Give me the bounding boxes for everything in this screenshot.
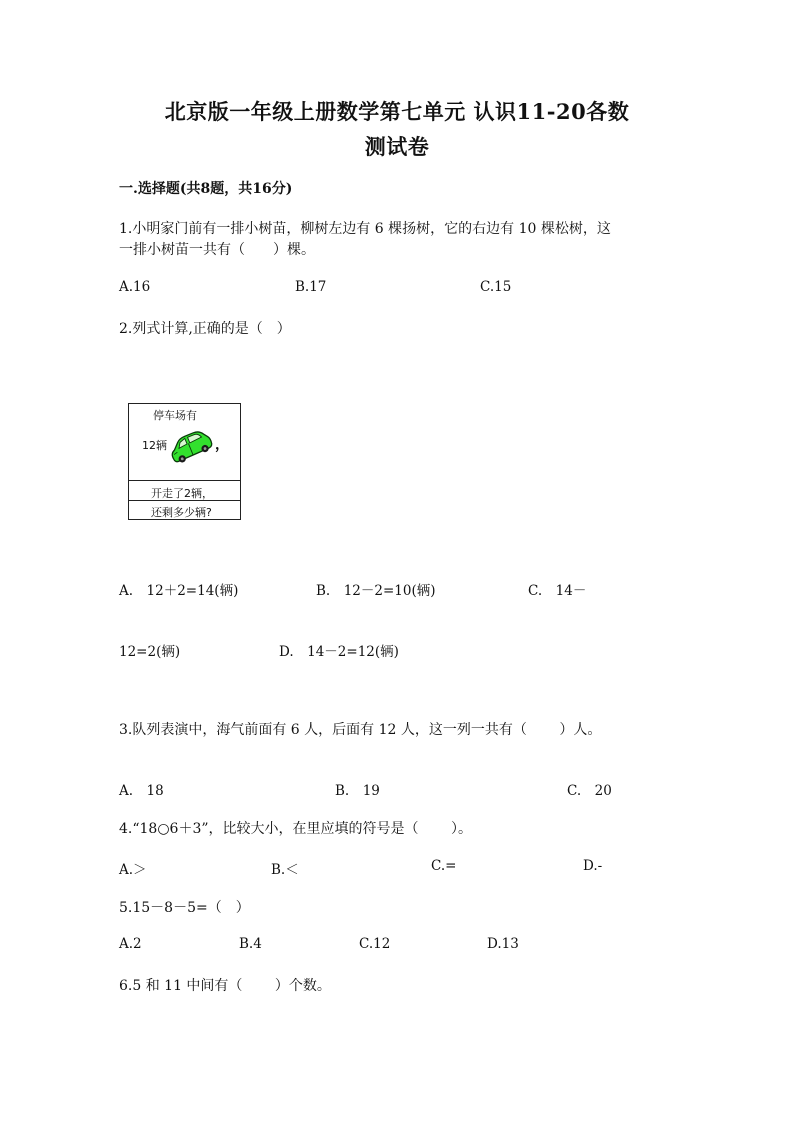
figure-line-2: 开走了2辆，	[151, 487, 213, 500]
question-1-line-1: 1.小明家门前有一排小树苗，柳树左边有 6 棵扬树，它的右边有 10 棵松树，这	[119, 221, 611, 237]
question-1-option-c[interactable]: C.15	[480, 279, 512, 295]
parking-lot-figure	[128, 403, 241, 520]
figure-divider-1	[129, 480, 240, 481]
question-2-stem: 2.列式计算,正确的是（ ）	[119, 321, 291, 337]
question-4-option-d[interactable]: D.-	[583, 858, 603, 874]
question-1-option-b[interactable]: B.17	[295, 279, 327, 295]
page-title-line-2: 测试卷	[364, 134, 430, 159]
question-3-option-a[interactable]: A. 18	[119, 783, 164, 799]
figure-line-3: 还剩多少辆?	[151, 506, 212, 519]
figure-line-1: 停车场有	[153, 409, 197, 422]
question-2-option-c[interactable]: C. 14－	[528, 583, 587, 599]
question-4-option-c[interactable]: C.=	[431, 858, 457, 874]
question-2-option-d[interactable]: D. 14－2=12(辆)	[279, 644, 399, 660]
section-heading: 一.选择题(共8题，共16分)	[119, 181, 293, 197]
question-2-option-c-continued[interactable]: 12=2(辆)	[119, 644, 181, 660]
question-5-option-d[interactable]: D.13	[487, 936, 519, 952]
question-4-option-b[interactable]: B.＜	[271, 862, 299, 878]
figure-comma: ，	[215, 437, 229, 453]
figure-divider-2	[129, 500, 240, 501]
question-4-option-a[interactable]: A.＞	[119, 862, 147, 878]
question-2-option-b[interactable]: B. 12－2=10(辆)	[316, 583, 436, 599]
question-3-option-b[interactable]: B. 19	[335, 783, 380, 799]
question-5-option-a[interactable]: A.2	[119, 936, 142, 952]
question-6-stem: 6.5 和 11 中间有（ ）个数。	[119, 978, 331, 994]
question-3-stem: 3.队列表演中，海气前面有 6 人，后面有 12 人，这一列一共有（ ）人。	[119, 722, 602, 738]
question-3-option-c[interactable]: C. 20	[567, 783, 612, 799]
question-5-option-c[interactable]: C.12	[359, 936, 391, 952]
question-5-stem: 5.15－8－5=（ ）	[119, 900, 250, 916]
car-icon	[167, 424, 213, 468]
question-2-option-a[interactable]: A. 12＋2=14(辆)	[119, 583, 239, 599]
question-5-option-b[interactable]: B.4	[239, 936, 262, 952]
page-title-line-1: 北京版一年级上册数学第七单元 认识11-20各数	[164, 99, 630, 124]
question-1-option-a[interactable]: A.16	[119, 279, 151, 295]
figure-count: 12辆	[142, 439, 167, 452]
question-4-stem: 4.“18○6＋3”，比较大小，在里应填的符号是（ ）。	[119, 821, 472, 837]
question-1-line-2: 一排小树苗一共有（ ）棵。	[119, 242, 315, 258]
